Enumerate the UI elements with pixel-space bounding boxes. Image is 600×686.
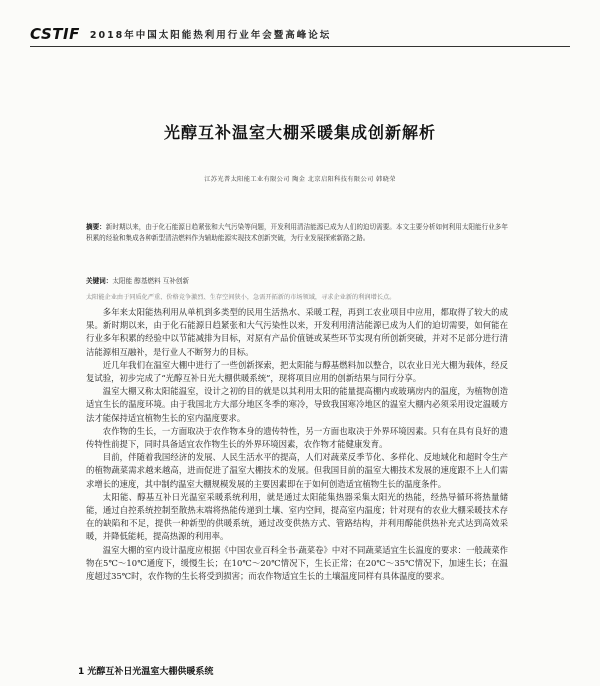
paragraph: 温室大棚的室内设计温度应根据《中国农业百科全书·蔬菜卷》中对不同蔬菜适宜生长温度的要求：一般蔬菜作物在5℃～10℃通度下，缓慢生长；在10℃～20℃情况下，生长正常；在20℃～35℃情况下，加速生长；在温度超过35℃时，农作物的生长将受到损害；而农作物适宜生长的土壤温度同样有具体温度的要求。 [86,544,508,582]
abstract-text: 新时期以来，由于化石能源日趋紧张和大气污染等问题，开发利用清洁能源已成为人们的迫切需要。本文主要分析如何利用太阳能行业多年积累的经验和集成各种新型清洁燃料作为辅助能源实现技术创新突破，为行业发展探索新路之路。 [86,223,508,242]
abstract-label: 摘要： [86,223,106,231]
author-line: 江苏光普太阳能工业有限公司 陶金 北京启阳科技有限公司 韩晓荣 [204,176,396,183]
keywords-label: 关键词： [86,277,113,285]
keywords [86,276,508,287]
cstif-logo: CSTIF [30,25,80,43]
article-body [86,306,508,583]
paragraph: 农作物的生长，一方面取决于农作物本身的遗传特性，另一方面也取决于外界环境因素。只有在具有良好的遗传特性前提下，同时具备适宜农作物生长的外界环境因素，农作物才能健康发育。 [86,425,508,450]
paragraph: 目前，伴随着我国经济的发展、人民生活水平的提高，人们对蔬菜反季节化、多样化、反地域化和超时令生产的植物蔬菜需求越来越高，进而促进了温室大棚技术的发展。但我国目前的温室大棚技术发展的速度跟不上人们需求增长的速度，其中制约温室大棚规模发展的主要因素即在于如何创造适宜植物生长的温度条件。 [86,452,508,489]
paragraph: 多年来太阳能热利用从单机到多类型的民用生活热水、采暖工程，再到工农业项目中应用，都取得了较大的成果。新时期以来，由于化石能源日趋紧张和大气污染性以来，开发利用清洁能源已成为人们的迫切需要，如何能在行业多年积累的经验中以节能减排为目标，对原有产品价值链或某些环节实现有所创新突破，并对不足部分进行清洁能源相互融补，是行业人不断努力的目标。 [86,307,508,357]
header-divider [30,46,570,47]
paragraph: 太阳能、醇基互补日光温室采暖系统利用，就是通过太阳能集热器采集太阳光的热能，经热导循环将热量储能，通过自控系统控制至散热末端将热能传递到土壤、室内空间，提高室内温度；针对现有的农业大棚采暖技术存在的缺陷和不足，提供一种新型的供暖系统，通过改变供热方式、管路结构，并利用醇能供热补充式达到高效采暖，并降低能耗，提高热源的利用率。 [86,491,508,542]
page-header [30,22,570,46]
keywords-text: 太阳能 醇基燃料 互补创新 [112,277,190,285]
section-heading: 1 光醇互补日光温室大棚供暖系统 [78,667,214,677]
conference-title: 2018年中国太阳能热利用行业年会暨高峰论坛 [89,30,332,41]
abstract [86,222,508,244]
paragraph: 温室大棚又称太阳能温室，设计之初的目的就是以其利用太阳的能量提高棚内或玻璃房内的温度，为植物创造适宜生长的温度环境。由于我国北方大部分地区冬季的寒冷，导致我国寒冷地区的温室大棚内必须采用设定温暖方法才能保持适宜植物生长的室内温度要求。 [86,386,508,423]
faint-intro-line: 太阳能企业由于同质化严重、价格竞争激烈、生存空间狭小，急需开拓新的市场领域，寻求企业新的利润增长点。 [86,294,396,301]
article-title: 光醇互补温室大棚采暖集成创新解析 [163,123,436,142]
paragraph: 近几年我们在温室大棚中进行了一些创新探索，把太阳能与醇基燃料加以整合，以农业日光大棚为载体，经反复试验，初步完成了“光醇互补日光大棚供暖系统”，现将项目应用的创新结果与同行分享。 [86,359,508,384]
